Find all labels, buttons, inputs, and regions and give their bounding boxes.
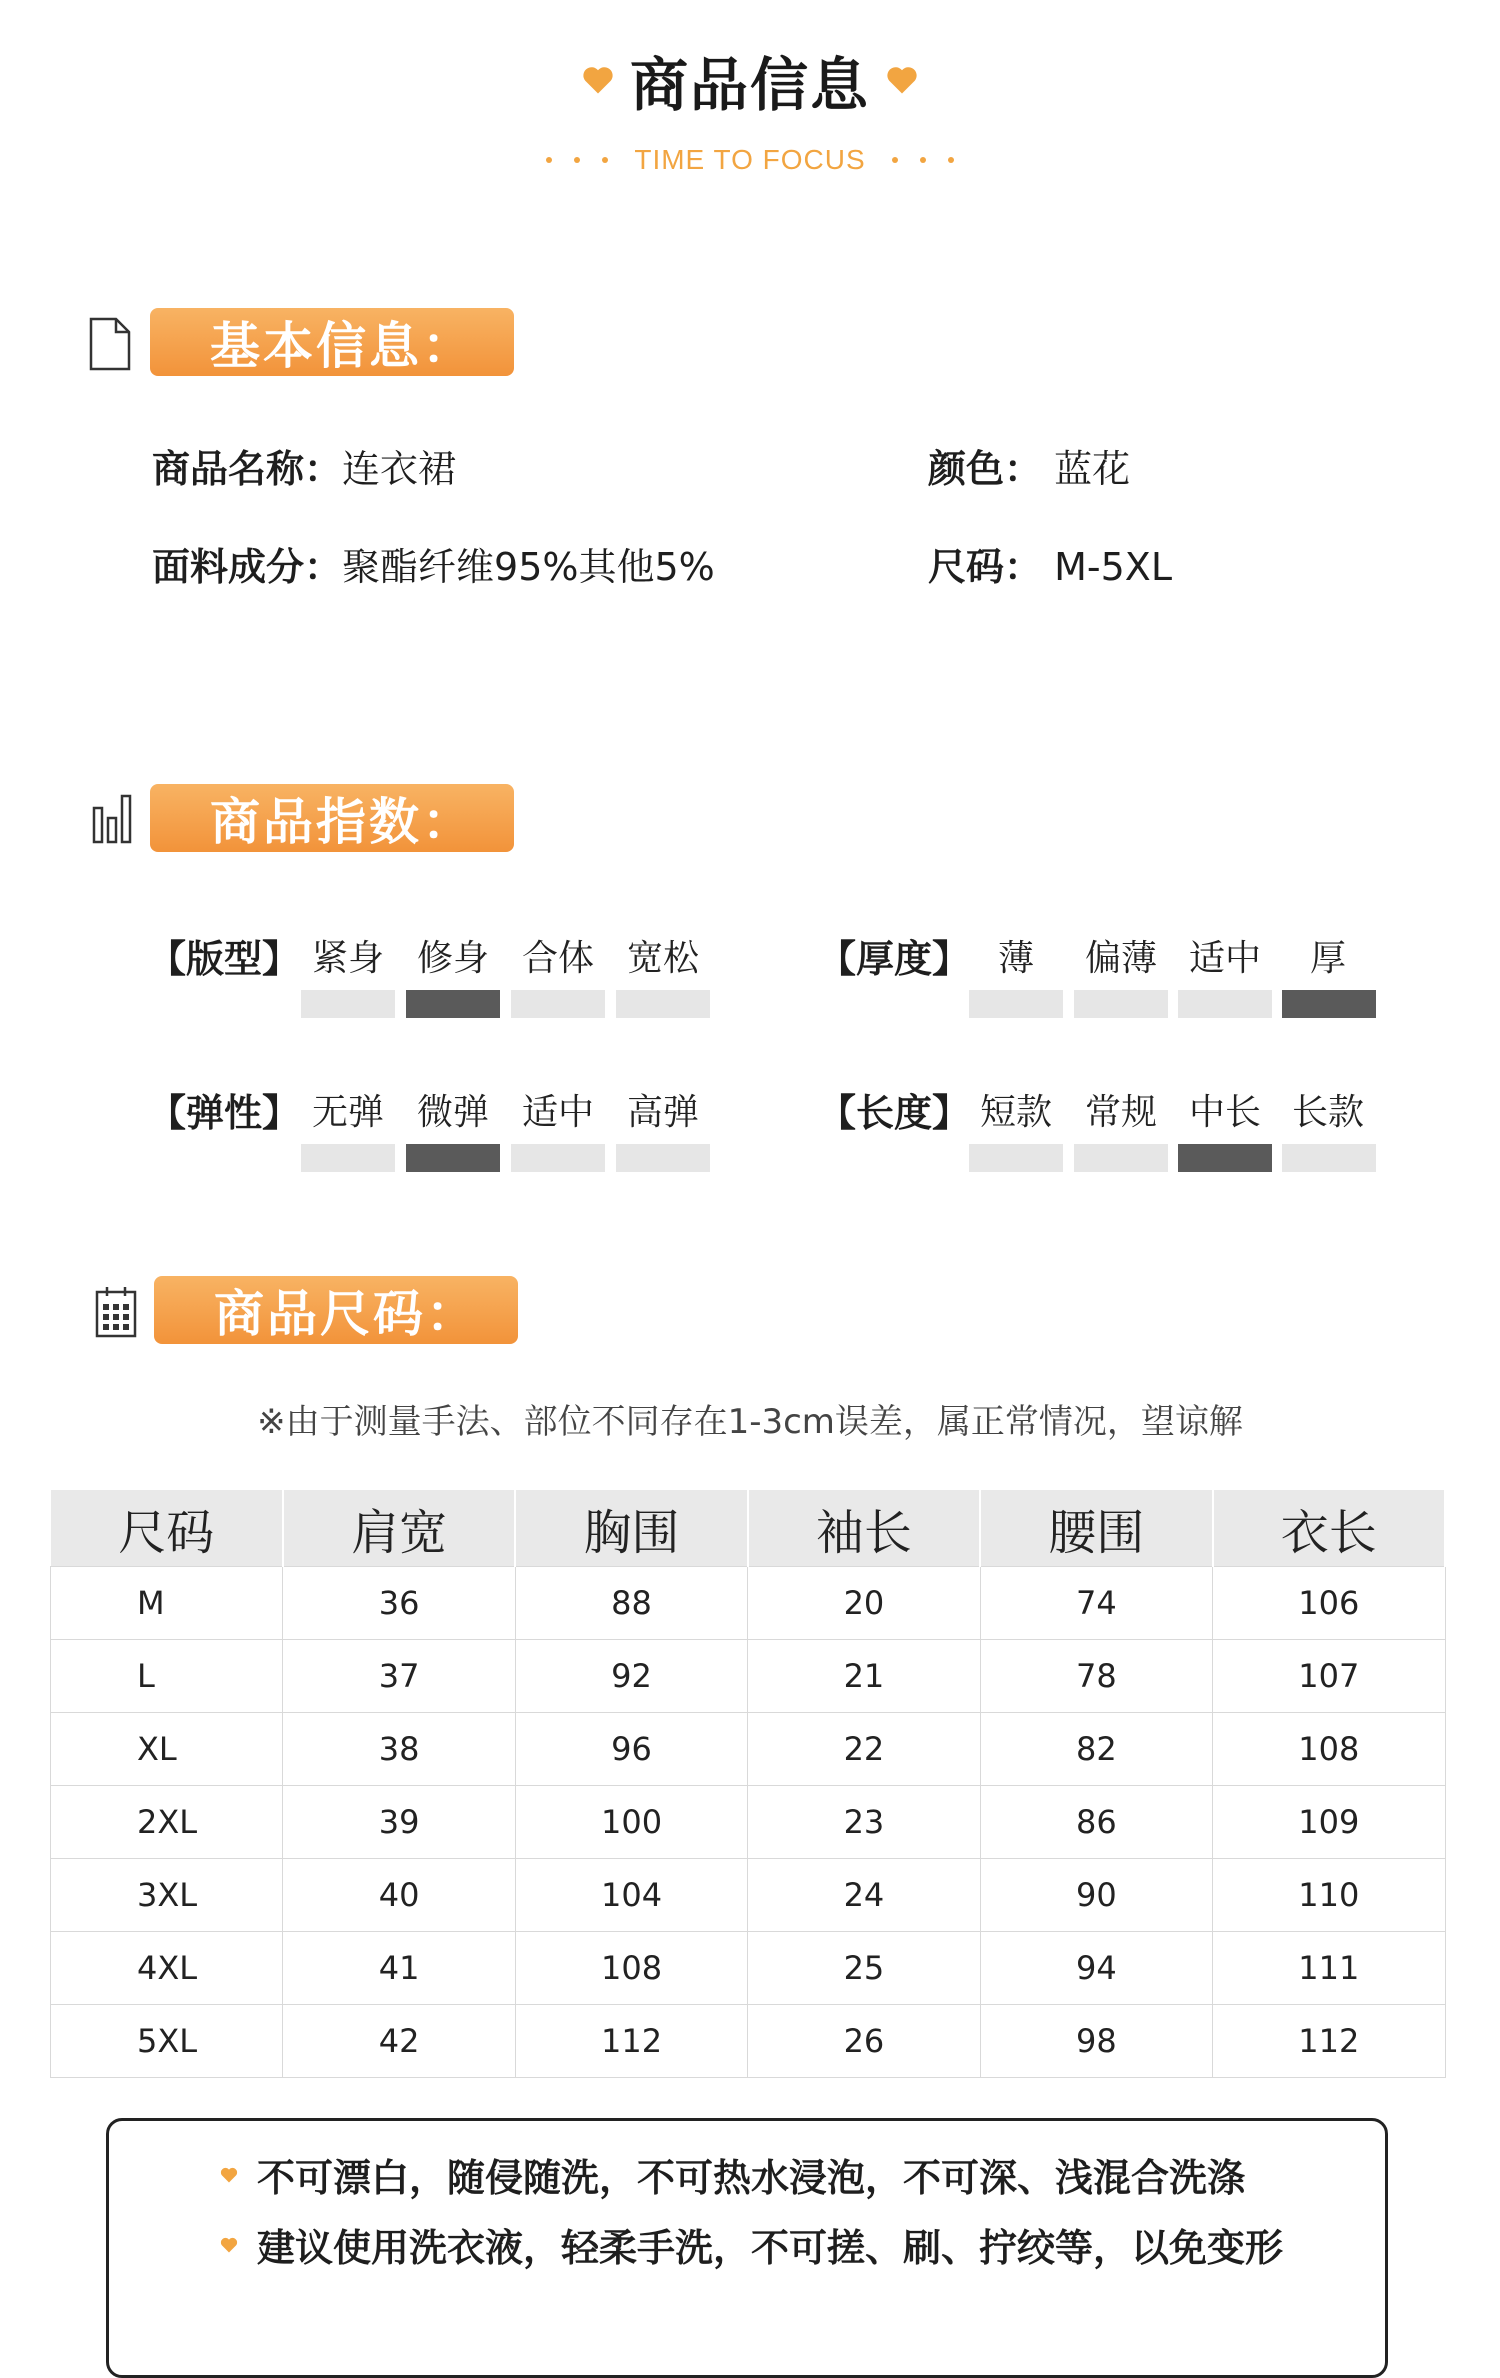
care-text: 建议使用洗衣液，轻柔手洗，不可搓、刷、拧绞等，以免变形 bbox=[257, 2226, 1284, 2270]
table-row bbox=[51, 1932, 1446, 2005]
scale-option: 长款 bbox=[1291, 1092, 1364, 1133]
table-cell: 94 bbox=[980, 1932, 1212, 2005]
care-text: 不可漂白，随侵随洗，不可热水浸泡，不可深、浅混合洗涤 bbox=[257, 2156, 1246, 2200]
scale-option: 常规 bbox=[1084, 1092, 1157, 1133]
table-cell: 88 bbox=[515, 1567, 747, 1640]
table-cell: 23 bbox=[748, 1786, 980, 1859]
scale-bar bbox=[511, 1144, 605, 1172]
page-title: 商品信息 bbox=[629, 51, 870, 119]
table-cell: 5XL bbox=[51, 2005, 283, 2078]
table-cell: 3XL bbox=[51, 1859, 283, 1932]
scale-option: 偏薄 bbox=[1084, 938, 1157, 979]
info-size bbox=[928, 536, 1172, 591]
table-cell: 108 bbox=[515, 1932, 747, 2005]
measurement-note: ※由于测量手法、部位不同存在1-3cm误差，属正常情况，望谅解 bbox=[257, 1402, 1243, 1442]
column-header: 袖长 bbox=[748, 1490, 980, 1567]
scale-bar bbox=[406, 1144, 500, 1172]
table-cell: 41 bbox=[283, 1932, 515, 2005]
scale-option: 薄 bbox=[997, 938, 1034, 979]
column-header: 肩宽 bbox=[283, 1490, 515, 1567]
table-cell: 90 bbox=[980, 1859, 1212, 1932]
table-cell: 82 bbox=[980, 1713, 1212, 1786]
table-cell: 20 bbox=[748, 1567, 980, 1640]
scale-option: 微弹 bbox=[416, 1092, 489, 1133]
table-cell: 108 bbox=[1213, 1713, 1445, 1786]
table-cell: 111 bbox=[1213, 1932, 1445, 2005]
scale-bar bbox=[1178, 990, 1272, 1018]
scale-bar bbox=[616, 1144, 710, 1172]
scale-option: 合体 bbox=[521, 938, 594, 979]
heart-icon bbox=[580, 62, 616, 98]
document-icon bbox=[88, 316, 132, 372]
table-cell: 96 bbox=[515, 1713, 747, 1786]
table-cell: 22 bbox=[748, 1713, 980, 1786]
info-product-name bbox=[152, 438, 456, 493]
scale-option: 适中 bbox=[521, 1092, 594, 1133]
column-header: 尺码 bbox=[51, 1490, 283, 1567]
info-value: 连衣裙 bbox=[342, 447, 457, 491]
table-cell: 106 bbox=[1213, 1567, 1445, 1640]
table-cell: 104 bbox=[515, 1859, 747, 1932]
heart-bullet-icon bbox=[219, 2235, 239, 2255]
scale-bar bbox=[301, 1144, 395, 1172]
table-row bbox=[51, 1567, 1446, 1640]
scale-bar bbox=[406, 990, 500, 1018]
table-cell: L bbox=[51, 1640, 283, 1713]
dots-decoration bbox=[546, 157, 608, 163]
table-row bbox=[51, 1713, 1446, 1786]
table-cell: 21 bbox=[748, 1640, 980, 1713]
scale-bar bbox=[301, 990, 395, 1018]
scale-bar bbox=[969, 1144, 1063, 1172]
table-cell: 100 bbox=[515, 1786, 747, 1859]
page-header bbox=[0, 38, 1500, 176]
info-fabric bbox=[152, 536, 715, 591]
info-label: 商品名称： bbox=[152, 447, 343, 491]
section-heading-basic-info: 基本信息： bbox=[150, 308, 514, 376]
heart-icon bbox=[884, 62, 920, 98]
table-cell: 4XL bbox=[51, 1932, 283, 2005]
info-color bbox=[928, 438, 1130, 493]
table-cell: 74 bbox=[980, 1567, 1212, 1640]
table-cell: 110 bbox=[1213, 1859, 1445, 1932]
page-subtitle: TIME TO FOCUS bbox=[634, 144, 866, 175]
scale-label: 【版型】 bbox=[148, 937, 301, 981]
scale-label: 【长度】 bbox=[818, 1091, 971, 1135]
table-cell: XL bbox=[51, 1713, 283, 1786]
scale-option: 中长 bbox=[1188, 1092, 1261, 1133]
info-label: 颜色： bbox=[928, 447, 1043, 491]
scale-label: 【弹性】 bbox=[148, 1091, 301, 1135]
table-cell: 2XL bbox=[51, 1786, 283, 1859]
info-value: 蓝花 bbox=[1054, 447, 1131, 491]
column-header: 胸围 bbox=[515, 1490, 747, 1567]
scale-bar bbox=[1282, 990, 1376, 1018]
info-label: 尺码： bbox=[928, 545, 1043, 589]
column-header: 衣长 bbox=[1213, 1490, 1445, 1567]
bar-chart-icon bbox=[90, 790, 134, 846]
scale-option: 无弹 bbox=[311, 1092, 384, 1133]
scale-option: 高弹 bbox=[626, 1092, 699, 1133]
scale-option: 短款 bbox=[979, 1092, 1052, 1133]
care-instructions-box bbox=[106, 2118, 1388, 2378]
table-row bbox=[51, 1640, 1446, 1713]
size-table bbox=[50, 1490, 1446, 2078]
section-heading-size-chart: 商品尺码： bbox=[154, 1276, 518, 1344]
scale-option: 宽松 bbox=[626, 938, 699, 979]
table-cell: 86 bbox=[980, 1786, 1212, 1859]
scale-bar bbox=[969, 990, 1063, 1018]
scale-option: 修身 bbox=[416, 938, 489, 979]
info-value: 聚酯纤维95%其他5% bbox=[342, 545, 715, 589]
care-line bbox=[219, 2217, 1283, 2272]
table-cell: 24 bbox=[748, 1859, 980, 1932]
table-cell: 78 bbox=[980, 1640, 1212, 1713]
scale-bar bbox=[616, 990, 710, 1018]
info-label: 面料成分： bbox=[152, 545, 343, 589]
table-row bbox=[51, 1859, 1446, 1932]
scale-label: 【厚度】 bbox=[818, 937, 971, 981]
table-cell: M bbox=[51, 1567, 283, 1640]
table-row bbox=[51, 1786, 1446, 1859]
table-row bbox=[51, 2005, 1446, 2078]
table-cell: 98 bbox=[980, 2005, 1212, 2078]
table-cell: 92 bbox=[515, 1640, 747, 1713]
table-cell: 112 bbox=[1213, 2005, 1445, 2078]
column-header: 腰围 bbox=[980, 1490, 1212, 1567]
table-cell: 36 bbox=[283, 1567, 515, 1640]
table-cell: 26 bbox=[748, 2005, 980, 2078]
info-value: M-5XL bbox=[1054, 545, 1172, 589]
table-cell: 107 bbox=[1213, 1640, 1445, 1713]
calendar-grid-icon bbox=[94, 1284, 138, 1340]
table-cell: 109 bbox=[1213, 1786, 1445, 1859]
scale-bar bbox=[511, 990, 605, 1018]
table-header-row bbox=[51, 1490, 1446, 1567]
scale-option: 厚 bbox=[1309, 938, 1346, 979]
table-cell: 25 bbox=[748, 1932, 980, 2005]
care-line bbox=[219, 2147, 1245, 2202]
table-cell: 42 bbox=[283, 2005, 515, 2078]
table-cell: 38 bbox=[283, 1713, 515, 1786]
scale-bar bbox=[1074, 1144, 1168, 1172]
table-cell: 37 bbox=[283, 1640, 515, 1713]
scale-bar bbox=[1178, 1144, 1272, 1172]
dots-decoration bbox=[892, 157, 954, 163]
scale-bar bbox=[1074, 990, 1168, 1018]
heart-bullet-icon bbox=[219, 2165, 239, 2185]
table-cell: 39 bbox=[283, 1786, 515, 1859]
scale-option: 适中 bbox=[1188, 938, 1261, 979]
scale-option: 紧身 bbox=[311, 938, 384, 979]
scale-bar bbox=[1282, 1144, 1376, 1172]
section-heading-product-index: 商品指数： bbox=[150, 784, 514, 852]
table-cell: 112 bbox=[515, 2005, 747, 2078]
table-cell: 40 bbox=[283, 1859, 515, 1932]
